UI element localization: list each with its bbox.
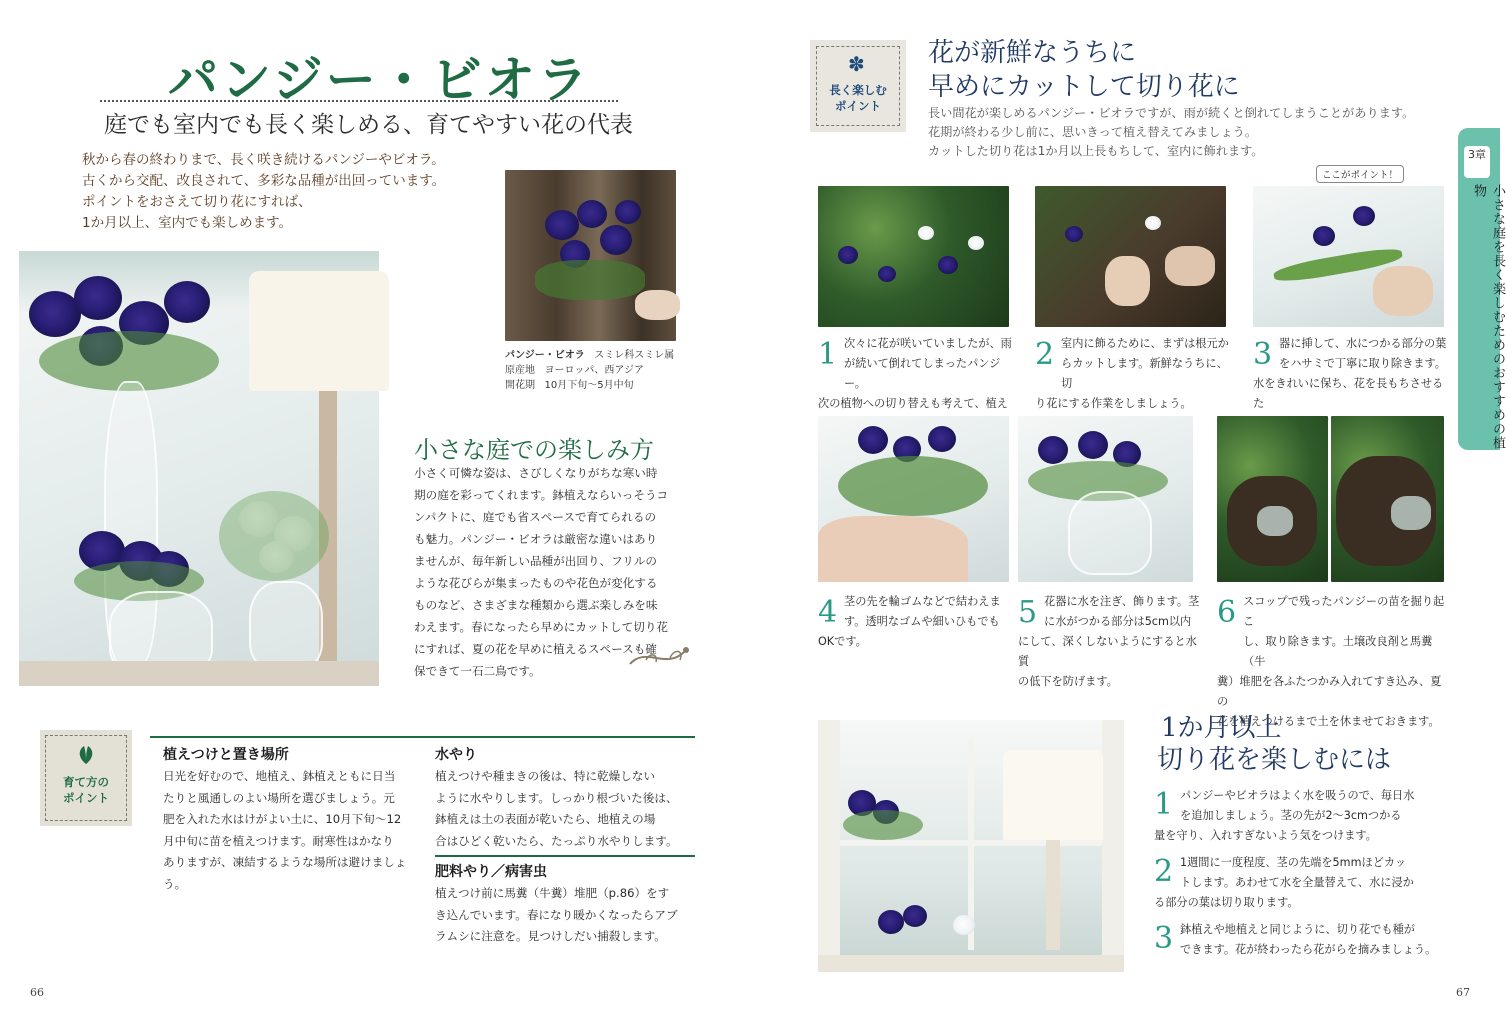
chapter-title: 小さな庭を長く楽しむためのおすすめの植物 xyxy=(1471,184,1505,450)
page-subtitle: 庭でも室内でも長く楽しめる、育てやすい花の代表 xyxy=(104,112,633,138)
chapter-tab[interactable] xyxy=(1458,128,1505,450)
fertilizer-heading: 肥料やり／病害虫 xyxy=(435,864,547,880)
long-enjoy-badge: ✽ 長く楽しむ ポイント xyxy=(810,40,906,132)
fert-rule xyxy=(435,855,695,857)
month-item-2: 2 1週間に一度程度、茎の先端を5mmほどカッ トします。あわせて水を全量替えて、水に浸か る部分の葉は切り取ります。 xyxy=(1154,854,1414,909)
point-tag: ここがポイント！ xyxy=(1316,165,1404,183)
step-3-photo xyxy=(1253,186,1444,327)
step-4-caption: 4 茎の先を輪ゴムなどで結わえま す。透明なゴムや細いひもでも OKです。 xyxy=(818,595,1001,648)
watering-text: 植えつけや種まきの後は、特に乾燥しない ように水やりします。しっかり根づいた後は、 鉢植えは土の表面が乾いたら、地植えの場 合はひどく乾いたら、たっぷり水やりします。 xyxy=(435,769,678,848)
flower-icon: ✽ xyxy=(848,52,865,76)
page-title: パンジー・ビオラ xyxy=(168,50,591,109)
right-intro: 長い間花が楽しめるパンジー・ビオラですが、雨が続くと倒れてしまうことがあります。 花期が終わる少し前に、思いきって植え替えてみましょう。 カットした切り花は1か月以上長もちして、室内に飾れます。 xyxy=(928,106,1415,158)
plant-name: パンジー・ビオラ xyxy=(505,350,585,361)
plant-origin: ヨーロッパ、西アジア xyxy=(544,365,644,376)
step-4-photo xyxy=(818,416,1009,582)
planting-text: 日光を好むので、地植え、鉢植えともに日当 たりと風通しのよい場所を選びましょう。元 肥を入れた水はけがよい土に、10月下旬～12 月中旬に苗を植えつけます。耐寒性はかなり ありますが、凍結するような場所は避けましょう。 xyxy=(163,769,407,891)
vase-window-photo xyxy=(19,251,379,686)
window-display-photo xyxy=(818,720,1124,972)
month-heading: 1か月以上 切り花を楽しむには xyxy=(1157,713,1392,775)
planting-heading: 植えつけと置き場所 xyxy=(163,747,289,763)
leaf-icon xyxy=(74,742,98,766)
step-1-photo xyxy=(818,186,1009,327)
month-item-1: 1 パンジーやビオラはよく水を吸うので、毎日水 を追加しましょう。茎の先が2～3cmつかる 量を守り、入れすぎないよう気をつけます。 xyxy=(1154,787,1415,842)
plant-family: スミレ科スミレ属 xyxy=(594,350,675,361)
page-number-left: 66 xyxy=(30,986,44,999)
care-top-rule xyxy=(150,736,695,738)
month-item-3: 3 鉢植えや地植えと同じように、切り花でも種が できます。花が終わったら花がらを摘みましょう。 xyxy=(1154,921,1437,956)
garden-heading: 小さな庭での楽しみ方 xyxy=(414,436,654,464)
care-points-badge: 育て方の ポイント xyxy=(40,730,132,826)
pansy-basket-photo xyxy=(505,170,676,341)
step-5-photo xyxy=(1018,416,1193,582)
intro-text: 秋から春の終わりまで、長く咲き続けるパンジーやビオラ。 古くから交配、改良されて、多彩な品種が出回っています。 ポイントをおさえて切り花にすれば、 1か月以上、室内でも楽しめます。 xyxy=(82,152,446,231)
step-2-photo xyxy=(1035,186,1226,327)
step-6-caption: 6 スコップで残ったパンジーの苗を掘り起こ し、取り除きます。土壌改良剤と馬糞（牛 糞）堆肥を各ふたつかみ入れてすき込み、夏の 花を植えつけるまで土を休ませておきます。 xyxy=(1217,595,1445,728)
plant-info: パンジー・ビオラ スミレ科スミレ属 原産地 ヨーロッパ、西アジア 開花期 10月下旬～5月中旬 xyxy=(505,350,675,391)
fertilizer-text: 植えつけ前に馬糞（牛糞）堆肥（p.86）をす き込んでいます。春になり暖かくなったらアブ ラムシに注意を。見つけしだい捕殺します。 xyxy=(435,886,678,943)
page-number-right: 67 xyxy=(1456,986,1470,999)
step-6b-photo xyxy=(1331,416,1444,582)
step-2-caption: 2 室内に飾るために、まずは根元か らカットします。新鮮なうちに、切 り花にする作業をしましょう。 xyxy=(1035,337,1229,410)
watering-heading: 水やり xyxy=(435,747,477,763)
step-5-caption: 5 花器に水を注ぎ、飾ります。茎 に水がつかる部分は5cm以内 にして、深くしないようにすると水質 の低下を防げます。 xyxy=(1018,595,1200,688)
chapter-number: 3章 xyxy=(1464,146,1490,178)
ornament-swash xyxy=(626,640,696,674)
step-3-caption: 3 器に挿して、水につかる部分の葉 をハサミで丁寧に取り除きます。 水をきれいに保ち、花を長もちさせるた xyxy=(1253,337,1447,410)
title-divider xyxy=(100,100,618,102)
garden-text: 小さく可憐な姿は、さびしくなりがちな寒い時 期の庭を彩ってくれます。鉢植えならいっそうコ ンパクトに、庭でも省スペースで育てられるの も魅力。パンジー・ビオラは厳密な違いはあり ませんが、毎年新しい品種が出回り、フリルの ような花びらが集まったものや花色が変化する ものなど、さまざまな種類から選ぶ楽しみを味 わえます。春になったら早めにカットして切り花 にすれば、夏の花を早めに植えるスペースも確 保できて一石二鳥です。 xyxy=(414,466,669,678)
right-heading: 花が新鮮なうちに 早めにカットして切り花に xyxy=(928,38,1240,102)
plant-bloom: 10月下旬～5月中旬 xyxy=(544,380,634,391)
step-6a-photo xyxy=(1217,416,1328,582)
step-1-caption: 1 次々に花が咲いていましたが、雨 が続いて倒れてしまったパンジー。 次の植物への切り替えも考えて、植え xyxy=(818,337,1012,410)
